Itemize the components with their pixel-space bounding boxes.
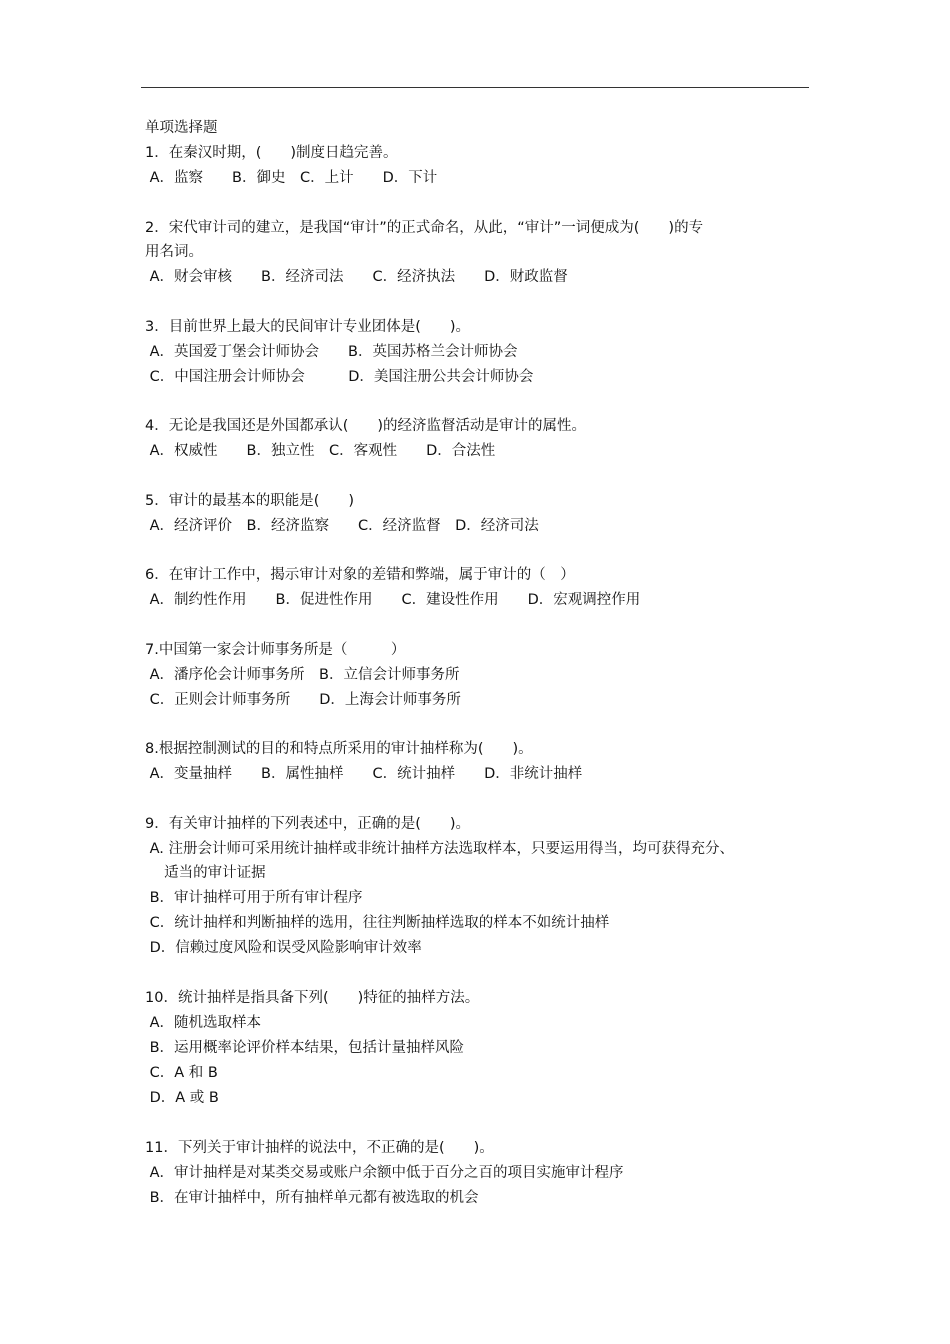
question-options: C．正则会计师事务所 D．上海会计师事务所 (145, 692, 461, 708)
question-stem: 10．统计抽样是指具备下列( )特征的抽样方法。 (145, 990, 480, 1006)
question-option: B．审计抽样可用于所有审计程序 (145, 890, 363, 906)
question-options: A．监察 B．御史 C．上计 D．下计 (145, 170, 438, 186)
question-options: A．变量抽样 B．属性抽样 C．统计抽样 D．非统计抽样 (145, 766, 583, 782)
question-option: C．统计抽样和判断抽样的选用，往往判断抽样选取的样本不如统计抽样 (145, 915, 610, 931)
question-stem: 1．在秦汉时期，( )制度日趋完善。 (145, 145, 398, 161)
question-options: A．权威性 B．独立性 C．客观性 D．合法性 (145, 443, 496, 459)
question-stem: 3．目前世界上最大的民间审计专业团体是( )。 (145, 319, 471, 335)
question-stem: 7.中国第一家会计师事务所是（ ） (145, 642, 406, 658)
question-option: D．A 或 B (145, 1090, 219, 1106)
question-stem: 8.根据控制测试的目的和特点所采用的审计抽样称为( )。 (145, 741, 533, 757)
question-options: A．潘序伦会计师事务所 B．立信会计师事务所 (145, 667, 460, 683)
question-option: B．在审计抽样中，所有抽样单元都有被选取的机会 (145, 1190, 479, 1206)
question-option: A．审计抽样是对某类交易或账户余额中低于百分之百的项目实施审计程序 (145, 1165, 624, 1181)
section-title: 单项选择题 (145, 120, 218, 136)
question-stem: 2．宋代审计司的建立，是我国“审计”的正式命名，从此，“审计”一词便成为( )的专 (145, 220, 704, 236)
question-option: B．运用概率论评价样本结果，包括计量抽样风险 (145, 1040, 465, 1056)
question-options: C．中国注册会计师协会 D．美国注册公共会计师协会 (145, 369, 534, 385)
question-stem: 11．下列关于审计抽样的说法中，不正确的是( )。 (145, 1140, 494, 1156)
question-options: A．财会审核 B．经济司法 C．经济执法 D．财政监督 (145, 269, 568, 285)
question-option: A. 注册会计师可采用统计抽样或非统计抽样方法选取样本，只要运用得当，均可获得充分、 (145, 841, 734, 857)
question-options: A．英国爱丁堡会计师协会 B．英国苏格兰会计师协会 (145, 344, 518, 360)
question-stem: 5．审计的最基本的职能是( ) (145, 493, 355, 509)
question-stem: 9．有关审计抽样的下列表述中，正确的是( )。 (145, 816, 471, 832)
top-rule (141, 87, 809, 88)
question-option: C．A 和 B (145, 1065, 218, 1081)
question-option-continued: 适当的审计证据 (145, 865, 266, 881)
question-options: A．经济评价 B．经济监察 C．经济监督 D．经济司法 (145, 518, 539, 534)
question-option: A．随机选取样本 (145, 1015, 262, 1031)
question-stem-continued: 用名词。 (145, 244, 203, 260)
question-stem: 4．无论是我国还是外国都承认( )的经济监督活动是审计的属性。 (145, 418, 587, 434)
question-stem: 6．在审计工作中，揭示审计对象的差错和弊端，属于审计的（ ） (145, 567, 575, 583)
question-options: A．制约性作用 B．促进性作用 C．建设性作用 D．宏观调控作用 (145, 592, 641, 608)
question-option: D．信赖过度风险和误受风险影响审计效率 (145, 940, 422, 956)
